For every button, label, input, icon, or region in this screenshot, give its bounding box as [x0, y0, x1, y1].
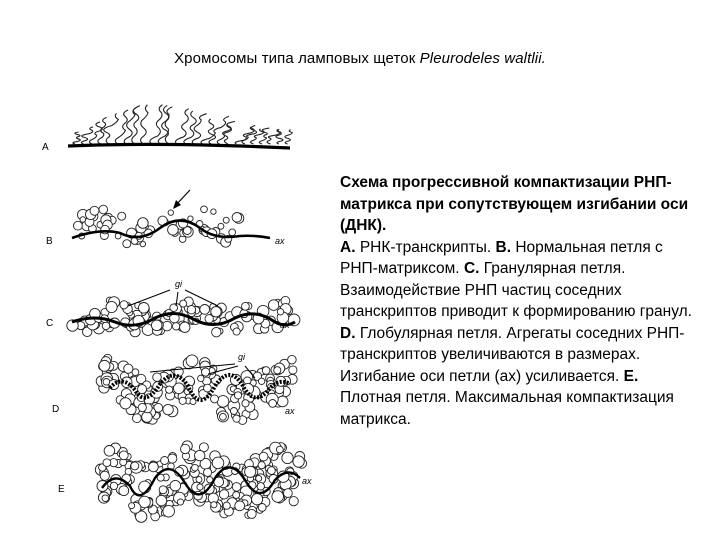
- rnp-granule: [219, 490, 228, 499]
- rnp-granule: [289, 497, 298, 506]
- title-text: Хромосомы типа ламповых щеток: [174, 50, 416, 67]
- rnp-granule: [99, 360, 110, 371]
- rnp-granule: [110, 482, 117, 489]
- annotation-gi-c: gi: [175, 279, 183, 289]
- rnp-granule: [258, 504, 266, 512]
- rnp-granule: [102, 495, 109, 502]
- page-title: [0, 50, 720, 67]
- rnp-granule: [234, 392, 241, 399]
- rnp-granule: [233, 415, 240, 422]
- rnp-granule: [211, 395, 219, 403]
- rnp-granule: [133, 414, 142, 423]
- rnp-granule: [151, 320, 162, 331]
- caption-heading: Схема прогрессивной компактизации РНП-матрикса при сопутствующем изгибании оси (ДНК).: [340, 174, 689, 234]
- rnp-granule: [211, 502, 217, 508]
- rnp-granule: [120, 398, 131, 409]
- rnp-granule: [252, 494, 263, 505]
- transcript-strand: [141, 105, 148, 144]
- rnp-granule: [102, 322, 110, 330]
- panel-label-d: D: [52, 404, 60, 415]
- rnp-granule: [258, 462, 265, 469]
- rnp-granule: [104, 446, 115, 457]
- rnp-granule: [168, 210, 173, 215]
- transcript-strand: [276, 130, 283, 144]
- rnp-granule: [201, 206, 208, 213]
- rnp-granule: [159, 486, 167, 494]
- annotation-ax-b: ax: [275, 236, 285, 246]
- rnp-granule: [106, 301, 117, 312]
- rnp-granule: [258, 378, 264, 384]
- rnp-granule: [186, 355, 198, 367]
- rnp-granule: [259, 452, 268, 461]
- rnp-granule: [233, 328, 240, 335]
- rnp-granule: [223, 217, 229, 223]
- rnp-granule: [119, 486, 129, 496]
- rnp-granule: [138, 385, 147, 394]
- rnp-granule: [118, 212, 126, 220]
- rnp-granule: [223, 502, 230, 509]
- transcript-strand: [285, 130, 292, 144]
- rnp-granule: [195, 450, 205, 460]
- rnp-granule: [168, 225, 179, 236]
- panel-a: [42, 105, 292, 153]
- rnp-granule: [282, 452, 293, 463]
- rnp-granule: [156, 495, 167, 506]
- annotation-ax-c: ax: [280, 320, 290, 330]
- rnp-granule: [162, 321, 172, 331]
- panel-label-e: E: [58, 484, 65, 495]
- rnp-granule: [220, 413, 227, 420]
- rnp-granule: [181, 444, 190, 453]
- rnp-matrix-b: [74, 205, 244, 248]
- rnp-granule: [180, 322, 190, 332]
- rnp-granule: [149, 462, 159, 472]
- rnp-granule: [180, 300, 187, 307]
- annotation-ax-d: ax: [285, 406, 295, 416]
- rnp-granule: [90, 206, 99, 215]
- caption-item-letter: B.: [495, 238, 511, 256]
- rnp-granule: [177, 499, 183, 505]
- caption-item-text: Глобулярная петля. Агрегаты соседних РНП-транскриптов увеличиваются в размерах. Изгибание оси петли (ax) усиливается.: [340, 324, 685, 385]
- rnp-granule: [284, 489, 293, 498]
- lampbrush-loop-figure: [40, 78, 360, 538]
- figure-caption: [340, 172, 700, 430]
- panel-d: [52, 352, 297, 424]
- caption-item-letter: C.: [463, 260, 480, 277]
- transcript-strand: [162, 107, 173, 144]
- transcript-strand: [73, 132, 80, 144]
- rnp-granule: [103, 459, 111, 467]
- rnp-granule: [142, 412, 153, 423]
- rnp-granule: [179, 397, 186, 404]
- rnp-matrix-d: [96, 354, 297, 424]
- rnp-granule: [80, 217, 86, 223]
- rnp-granule: [99, 205, 108, 214]
- rnp-granule: [205, 315, 213, 323]
- caption-item-letter: A.: [340, 238, 356, 256]
- rnp-granule: [245, 466, 256, 477]
- rnp-granule: [212, 457, 224, 469]
- rnp-granule: [230, 408, 237, 415]
- rnp-granule: [138, 403, 146, 411]
- rnp-granule: [289, 366, 297, 374]
- rnp-granule: [229, 229, 236, 236]
- rnp-granule: [119, 451, 128, 460]
- panel-label-b: B: [46, 236, 53, 247]
- rnp-granule: [268, 300, 279, 311]
- rnp-granule: [197, 484, 203, 490]
- rnp-granule: [163, 505, 175, 517]
- transcript-strand: [81, 127, 93, 144]
- rnp-granule: [196, 477, 202, 483]
- rnp-granule: [242, 302, 250, 310]
- rnp-granule: [235, 501, 245, 511]
- panel-c: [46, 279, 300, 337]
- rnp-granule: [232, 483, 241, 492]
- rnp-granule: [288, 355, 297, 364]
- panel-b: [46, 190, 285, 248]
- rnp-granule: [168, 454, 177, 463]
- rnp-granule: [100, 471, 109, 480]
- rnp-granule: [202, 368, 210, 376]
- annotation-gi-d: gi: [238, 352, 246, 362]
- title-species: Pleurodeles waltlii.: [419, 50, 546, 67]
- panel-label-c: C: [46, 318, 54, 329]
- rnp-granule: [269, 400, 277, 408]
- annotation-ax-e: ax: [302, 476, 312, 486]
- rnp-granule: [139, 303, 150, 314]
- rna-transcripts: [73, 105, 292, 144]
- rnp-granule: [163, 404, 173, 414]
- rnp-granule: [262, 367, 270, 375]
- rnp-granule: [131, 462, 139, 470]
- transcript-strand: [132, 106, 140, 144]
- rnp-granule: [138, 218, 149, 229]
- rnp-granule: [268, 467, 276, 475]
- rnp-granule: [74, 221, 83, 230]
- caption-item-text: РНК-транскрипты.: [359, 238, 492, 256]
- rnp-granule: [198, 375, 204, 381]
- rnp-granule: [200, 305, 210, 315]
- axis-a: [68, 144, 290, 148]
- rnp-granule: [242, 400, 249, 407]
- rnp-granule: [123, 240, 131, 248]
- rnp-granule: [153, 373, 162, 382]
- rnp-granule: [166, 386, 173, 393]
- rnp-granule: [211, 209, 216, 214]
- rnp-granule: [247, 509, 256, 518]
- rnp-granule: [212, 328, 221, 337]
- rnp-granule: [274, 367, 281, 374]
- rnp-granule: [217, 396, 229, 408]
- rnp-granule: [272, 491, 284, 503]
- rnp-granule: [277, 309, 283, 315]
- rnp-granule: [293, 456, 304, 467]
- rnp-granule: [103, 379, 110, 386]
- rnp-granule: [187, 306, 195, 314]
- rnp-granule: [129, 503, 135, 509]
- rnp-granule: [170, 480, 181, 491]
- caption-item-text: Плотная петля. Максимальная компактизация матрикса.: [340, 389, 674, 428]
- panel-label-a: A: [42, 142, 49, 153]
- panel-e: [58, 441, 312, 523]
- rnp-granule: [204, 468, 212, 476]
- caption-item-text: Нормальная петля с РНП-матриксом.: [340, 238, 663, 277]
- rnp-granule: [161, 457, 169, 465]
- rnp-granule: [233, 492, 240, 499]
- caption-item-letter: E.: [623, 367, 639, 385]
- rnp-granule: [232, 213, 242, 223]
- rnp-granule: [120, 301, 128, 309]
- caption-item-letter: D.: [340, 324, 356, 342]
- caption-item-text: Гранулярная петля. Взаимодействие РНП частиц соседних транскриптов приводит к формированию гранул.: [340, 260, 692, 320]
- rnp-granule: [192, 464, 199, 471]
- rnp-granule: [124, 364, 133, 373]
- rnp-granule: [276, 446, 283, 453]
- rnp-granule: [172, 323, 179, 330]
